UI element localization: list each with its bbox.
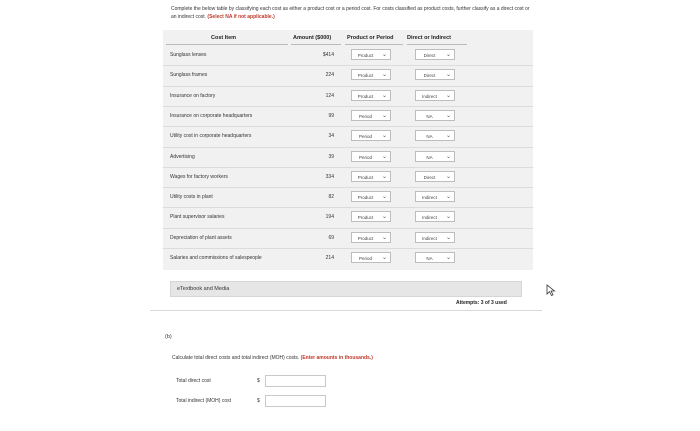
table-row — [163, 190, 533, 204]
total-direct-cost-input[interactable] — [265, 375, 326, 387]
product-period-value: Product — [357, 53, 374, 58]
product-period-select[interactable] — [351, 69, 391, 80]
product-period-select[interactable] — [351, 171, 391, 182]
product-period-select[interactable] — [351, 232, 391, 243]
direct-indirect-select[interactable] — [415, 232, 455, 243]
chevron-down-icon: ⌄ — [445, 234, 451, 241]
cost-amount: 39 — [328, 153, 334, 160]
chevron-down-icon: ⌄ — [381, 234, 387, 241]
chevron-down-icon: ⌄ — [445, 133, 451, 140]
chevron-down-icon: ⌄ — [445, 72, 451, 79]
product-period-select[interactable] — [351, 110, 391, 121]
cost-item-label: Plant supervisor salaries — [170, 214, 225, 221]
direct-indirect-value: Indirect — [422, 235, 437, 241]
direct-indirect-value: Direct — [423, 53, 436, 58]
cost-amount: 124 — [325, 92, 334, 99]
cost-item-label: Insurance on corporate headquarters — [170, 112, 253, 119]
direct-indirect-select[interactable] — [415, 130, 455, 141]
currency-symbol: $ — [257, 398, 260, 404]
chevron-down-icon: ⌄ — [445, 112, 451, 119]
table-row — [163, 48, 533, 62]
table-row — [163, 170, 533, 184]
product-period-select[interactable] — [351, 252, 391, 263]
direct-indirect-value: NA — [426, 154, 433, 160]
cost-item-label: Sunglass lenses — [170, 52, 207, 58]
cost-item-label: Insurance on factory — [170, 92, 216, 99]
row-divider — [163, 106, 533, 107]
direct-indirect-select[interactable] — [415, 191, 455, 202]
direct-indirect-select[interactable] — [415, 110, 455, 121]
product-period-value: Product — [357, 174, 374, 180]
cost-item-label: Depreciation of plant assets — [170, 234, 232, 241]
direct-indirect-value: Direct — [423, 73, 436, 79]
direct-indirect-value: Indirect — [422, 215, 437, 221]
table-row — [163, 89, 533, 103]
table-row — [163, 109, 533, 123]
product-period-value: Period — [358, 134, 372, 140]
direct-indirect-select[interactable] — [415, 252, 455, 263]
row-divider — [163, 248, 533, 249]
direct-indirect-select[interactable] — [415, 171, 455, 182]
part-b-instruction — [172, 355, 373, 361]
chevron-down-icon: ⌄ — [445, 173, 451, 180]
row-divider — [163, 187, 533, 188]
cost-item-label: Wages for factory workers — [170, 173, 228, 180]
row-divider — [163, 126, 533, 127]
currency-symbol: $ — [257, 378, 260, 384]
header-divider — [166, 44, 288, 45]
table-row — [163, 129, 533, 143]
product-period-select[interactable] — [351, 90, 391, 101]
header-divider — [291, 44, 341, 45]
table-row — [163, 210, 533, 224]
mouse-pointer-icon — [546, 284, 556, 296]
product-period-select[interactable] — [351, 49, 391, 60]
cost-amount: 214 — [325, 255, 334, 261]
product-period-select[interactable] — [351, 191, 391, 202]
direct-indirect-value: NA — [426, 113, 433, 119]
chevron-down-icon: ⌄ — [381, 194, 387, 201]
table-row — [163, 251, 533, 265]
chevron-down-icon: ⌄ — [381, 72, 387, 79]
cost-item-label: Advertising — [170, 153, 195, 160]
product-period-select[interactable] — [351, 211, 391, 222]
part-b-label: (b) — [165, 334, 172, 340]
cost-item-label: Salaries and commissions of salespeople — [170, 255, 262, 261]
product-period-select[interactable] — [351, 130, 391, 141]
direct-indirect-select[interactable] — [415, 211, 455, 222]
classification-table — [163, 30, 533, 270]
direct-indirect-select[interactable] — [415, 69, 455, 80]
direct-indirect-value: Direct — [423, 174, 436, 180]
cost-item-label: Utility costs in plant — [170, 194, 213, 201]
header-divider — [407, 44, 467, 45]
row-divider — [163, 167, 533, 168]
header-amount: Amount ($000) — [293, 35, 332, 41]
cost-amount: $414 — [322, 52, 334, 58]
chevron-down-icon: ⌄ — [381, 173, 387, 180]
cost-amount: 99 — [328, 112, 334, 119]
header-direct-indirect: Direct or Indirect — [407, 35, 452, 41]
part-b-section — [150, 310, 542, 426]
direct-indirect-value: NA — [426, 256, 433, 261]
cost-amount: 194 — [325, 214, 334, 221]
chevron-down-icon: ⌄ — [445, 214, 451, 221]
chevron-down-icon: ⌄ — [381, 255, 387, 261]
chevron-down-icon: ⌄ — [445, 153, 451, 160]
instructions — [171, 5, 531, 21]
part-b-instruction-text: Calculate total direct costs and total indirect (MOH) costs. — [172, 355, 300, 361]
direct-indirect-select[interactable] — [415, 90, 455, 101]
product-period-value: Product — [357, 73, 374, 79]
table-row — [163, 150, 533, 164]
chevron-down-icon: ⌄ — [381, 214, 387, 221]
cost-amount: 34 — [328, 133, 334, 140]
cost-amount: 224 — [325, 72, 334, 79]
product-period-value: Product — [357, 195, 374, 201]
total-indirect-cost-label: Total indirect (MOH) cost — [176, 398, 232, 404]
chevron-down-icon: ⌄ — [445, 255, 451, 261]
product-period-value: Period — [358, 154, 372, 160]
chevron-down-icon: ⌄ — [381, 133, 387, 140]
row-divider — [163, 86, 533, 87]
product-period-value: Product — [357, 215, 374, 221]
direct-indirect-value: Indirect — [422, 195, 437, 201]
total-indirect-cost-input[interactable] — [265, 395, 326, 407]
row-divider — [163, 228, 533, 229]
product-period-value: Product — [357, 93, 374, 99]
chevron-down-icon: ⌄ — [381, 112, 387, 119]
instructions-line1: Complete the below table by classifying each cost as either a product cost or a period cost. For costs classified as product costs, — [171, 6, 456, 12]
row-divider — [163, 65, 533, 66]
chevron-down-icon: ⌄ — [445, 92, 451, 99]
etextbook-label: eTextbook and Media — [177, 286, 230, 292]
instructions-line2: further classify as a direct cost or an indirect cost. — [171, 6, 530, 20]
product-period-value: Period — [358, 256, 372, 261]
direct-indirect-select[interactable] — [415, 151, 455, 162]
chevron-down-icon: ⌄ — [381, 153, 387, 160]
product-period-value: Product — [357, 235, 374, 241]
chevron-down-icon: ⌄ — [381, 92, 387, 99]
header-product-period: Product or Period — [347, 35, 394, 41]
product-period-value: Period — [358, 113, 372, 119]
cost-amount: 334 — [325, 173, 334, 180]
etextbook-media-link[interactable] — [170, 281, 522, 297]
cost-amount: 82 — [328, 194, 334, 201]
cost-item-label: Sunglass frames — [170, 72, 208, 79]
product-period-select[interactable] — [351, 151, 391, 162]
chevron-down-icon: ⌄ — [445, 194, 451, 201]
direct-indirect-value: Indirect — [422, 93, 437, 99]
row-divider — [163, 147, 533, 148]
table-row — [163, 231, 533, 245]
instructions-note: (Select NA if not applicable.) — [207, 14, 275, 20]
total-direct-cost-label: Total direct cost — [176, 378, 211, 384]
cost-item-label: Utility cost in corporate headquarters — [170, 133, 252, 140]
part-b-instruction-note: (Enter amounts in thousands.) — [300, 355, 373, 361]
attempts-counter: Attempts: 3 of 3 used — [456, 300, 507, 306]
table-row — [163, 68, 533, 82]
chevron-down-icon: ⌄ — [381, 52, 387, 58]
cost-amount: 69 — [328, 234, 334, 241]
header-cost-item: Cost Item — [211, 35, 237, 41]
direct-indirect-select[interactable] — [415, 49, 455, 60]
chevron-down-icon: ⌄ — [445, 52, 451, 58]
direct-indirect-value: NA — [426, 134, 433, 140]
header-divider — [345, 44, 403, 45]
row-divider — [163, 207, 533, 208]
